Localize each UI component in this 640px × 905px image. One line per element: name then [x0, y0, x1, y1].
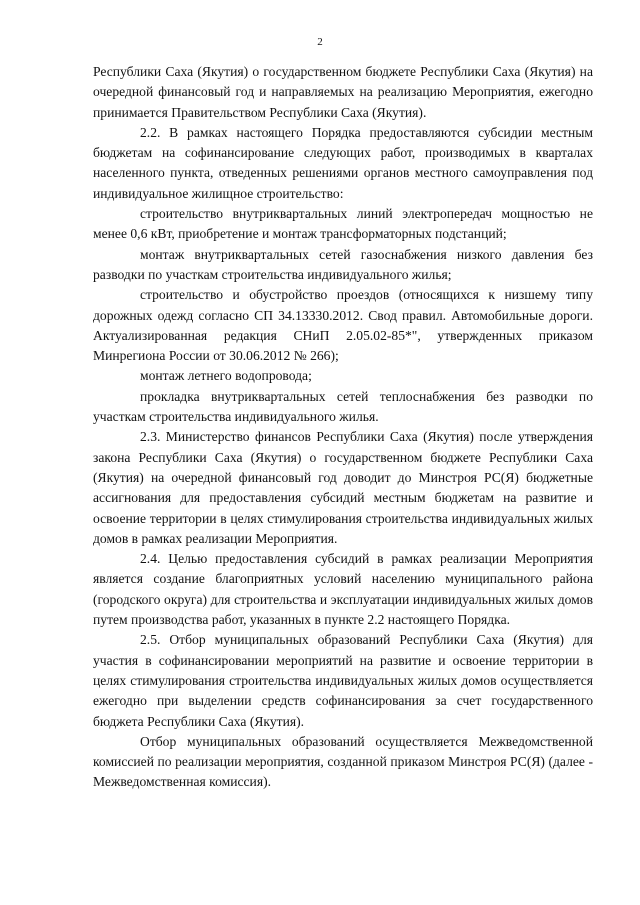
paragraph-2-4: 2.4. Целью предоставления субсидий в рамках реализации Мероприятия является создание благоприятных условий населению муниципального района (городского округа) для строительства и эксплуатации индивидуальных жилых домов путем производства работ, указанных в пункте 2.2 настоящего Порядка.: [93, 551, 593, 628]
paragraph-continuation: Республики Саха (Якутия) о государственном бюджете Республики Саха (Якутия) на очередной финансовый год и направляемых на реализацию Мероприятия, ежегодно принимается Правительством Республики Саха (Якутия).: [93, 64, 593, 120]
list-item-gas-networks: монтаж внутриквартальных сетей газоснабжения низкого давления без разводки по участкам строительства индивидуального жилья;: [93, 246, 593, 282]
paragraph-2-3: 2.3. Министерство финансов Республики Саха (Якутия) после утверждения закона Республики Саха (Якутия) о государственном бюджете Республики Саха (Якутия) на очередной финансовый год доводит до Минстроя РС(Я) бюджетные ассигнования для предоставления субсидий местным бюджетам на развитие и освоение территории в целях стимулирования строительства индивидуальных жилых домов в рамках реализации Мероприятия.: [93, 429, 593, 546]
list-item-heating-networks: прокладка внутриквартальных сетей теплоснабжения без разводки по участкам строительства индивидуального жилья.: [93, 388, 593, 425]
paragraph-2-2: 2.2. В рамках настоящего Порядка предоставляются субсидии местным бюджетам на софинансирование следующих работ, производимых в кварталах населенного пункта, отведенных решениями органов местного самоуправления под индивидуальное жилищное строительство:: [93, 124, 593, 201]
document-body: [93, 62, 593, 793]
list-item-water-supply: монтаж летнего водопровода;: [140, 368, 312, 384]
list-item-driveways: строительство и обустройство проездов (относящихся к низшему типу дорожных одежд согласно СП 34.13330.2012. Свод правил. Автомобильные дороги. Актуализированная редакция СНиП 2.05.02-85*", утвержденных приказом Минрегиона России от 30.06.2012 № 266);: [93, 287, 593, 364]
list-item-power-lines: строительство внутриквартальных линий электропередач мощностью не менее 0,6 кВт, приобретение и монтаж трансформаторных подстанций;: [93, 206, 593, 242]
page-number: 2: [317, 36, 323, 48]
paragraph-selection-commission: Отбор муниципальных образований осуществляется Межведомственной комиссией по реализации мероприятия, созданной приказом Минстроя РС(Я) (далее - Межведомственная комиссия).: [93, 733, 593, 790]
paragraph-2-5: 2.5. Отбор муниципальных образований Республики Саха (Якутия) для участия в софинансировании мероприятий на развитие и освоение территории в целях стимулирования строительства индивидуальных жилых домов осуществляется ежегодно при выделении средств софинансирования за счет государственного бюджета Республики Саха (Якутия).: [93, 632, 593, 729]
